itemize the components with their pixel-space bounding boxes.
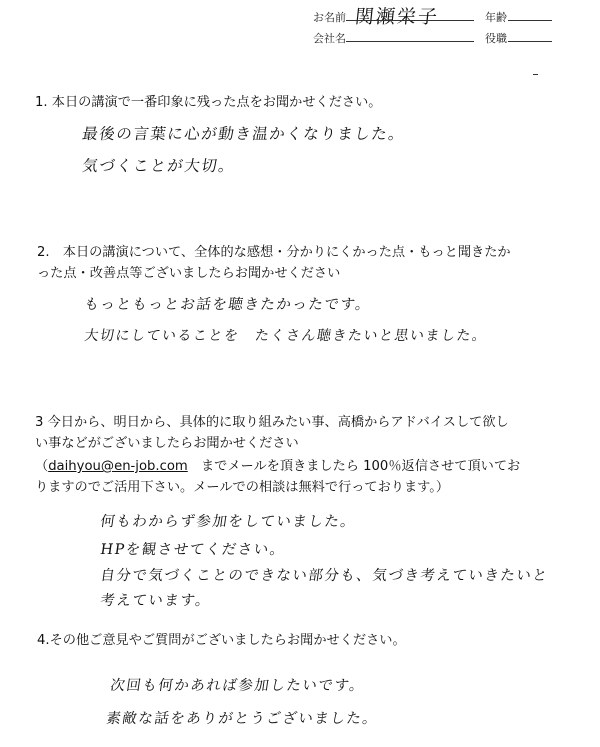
answer-2-line-1: もっともっとお話を聴きたかったです。 — [83, 297, 373, 313]
name-label: お名前 — [313, 11, 346, 24]
question-1-text: 1. 本日の講演で一番印象に残った点をお聞かせください。 — [35, 95, 382, 110]
answer-4-line-2: 素敵な話をありがとうございました。 — [105, 711, 380, 727]
name-underline — [346, 20, 474, 21]
company-underline — [346, 41, 474, 42]
answer-1-line-2: 気づくことが大切。 — [81, 157, 237, 175]
age-label: 年齢 — [485, 11, 507, 24]
stray-mark — [533, 74, 538, 75]
question-4-text: 4.その他ご意見やご質問がございましたらお聞かせください。 — [37, 633, 406, 648]
question-2-line-1: 2. 本日の講演について、全体的な感想・分かりにくかった点・もっと聞きたか — [37, 245, 511, 260]
answer-3-line-2: HPを観させてください。 — [99, 542, 287, 558]
answer-3-line-3: 自分で気づくことのできない部分も、気づき考えていきたいと — [99, 568, 550, 584]
question-3-line-1: 3 今日から、明日から、具体的に取り組みたい事、高橋からアドバイスして欲し — [35, 415, 509, 430]
name-value: 関瀬栄子 — [353, 6, 441, 28]
position-underline — [508, 41, 552, 42]
email-open-paren: （ — [35, 459, 49, 474]
answer-1-line-1: 最後の言葉に心が動き温かくなりました。 — [81, 125, 407, 143]
question-3-line-3-rest: までメールを頂きましたら 100％返信させて頂いてお — [187, 459, 521, 474]
question-3-line-4: りますのでご活用下さい。メールでの相談は無料で行っております。） — [35, 480, 450, 495]
answer-2-line-2: 大切にしていることを たくさん聴きたいと思いました。 — [83, 328, 489, 344]
answer-3-line-1: 何もわからず参加をしていました。 — [99, 514, 358, 530]
age-underline — [508, 20, 552, 21]
email-link[interactable]: daihyou@en-job.com — [48, 459, 188, 474]
question-2-line-2: った点・改善点等ございましたらお聞かせください — [37, 266, 341, 281]
position-label: 役職 — [485, 32, 507, 45]
question-3-line-3 — [35, 456, 520, 477]
question-3-line-2: い事などがございましたらお聞かせください — [35, 436, 299, 451]
answer-3-line-4: 考えています。 — [99, 593, 213, 609]
company-label: 会社名 — [313, 32, 346, 45]
answer-4-line-1: 次回も何かあれば参加したいです。 — [109, 678, 367, 694]
